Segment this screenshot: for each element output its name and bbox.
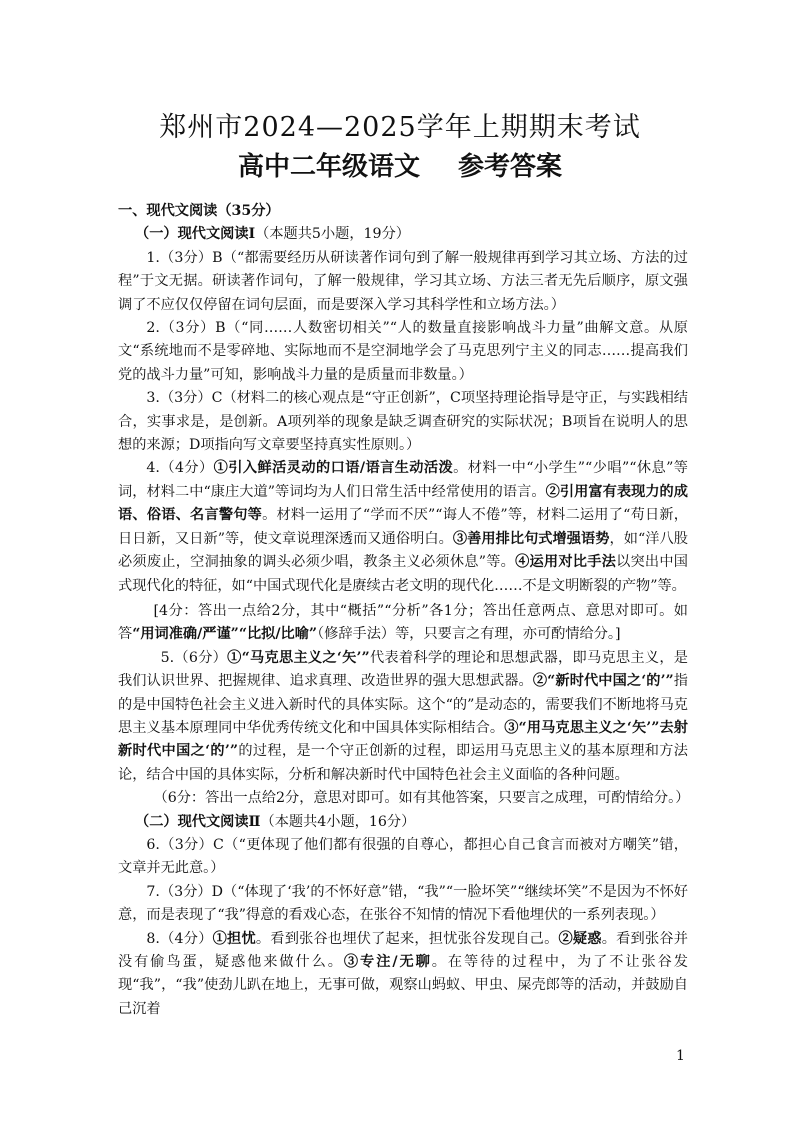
answer-q2: 2.（3分）B（“同……人数密切相关”“人的数量直接影响战斗力量”曲解文意。从原文“系统地而不是零碎地、实际地而不是空洞地学会了马克思列宁主义的同志……提高我们党的战斗力量”可知，影响战斗力量的是质量而非数量。） bbox=[118, 320, 688, 383]
answer-q5-scoring-note: （6分：答出一点给2分，意思对即可。如有其他答案，只要言之成理，可酌情给分。） bbox=[153, 790, 690, 807]
answer-q5: 5.（6分）①“马克思主义之‘矢’”代表着科学的理论和思想武器，即马克思主义，是我们认识世界、把握规律、追求真理、改造世界的强大思想武器。②“新时代中国之‘的’”指的是中国特色社会主义进入新时代的具体实际。这个“的”是动态的，需要我们不断地将马克思主义基本原理同中华优秀传统文化和中国具体实际相结合。③“用马克思主义之‘矢’”去射新时代中国之‘的’”的过程，是一个守正创新的过程，即运用马克思主义的基本原理和方法论，结合中国的具体实际，分析和解决新时代中国特色社会主义面临的各种问题。 bbox=[118, 649, 688, 783]
grade-subject: 高中二年级语文 bbox=[237, 152, 420, 182]
answer-q7: 7.（3分）D（“体现了‘我’的不怀好意”错，“我”“一脸坏笑”“继续坏笑”不是因为不怀好意，而是表现了“我”得意的看戏心态，在张谷不知情的情况下看他埋伏的一系列表现。） bbox=[118, 883, 688, 924]
answer-q6: 6.（3分）C（“更体现了他们都有很强的自尊心，都担心自己食言而被对方嘲笑”错，文章并无此意。） bbox=[118, 836, 688, 877]
subsection-heading-1: （一）现代文阅读Ⅰ（本题共5小题，19分） bbox=[135, 226, 410, 243]
answer-q3: 3.（3分）C（材料二的核心观点是“守正创新”，C项坚持理论指导是守正，与实践相结合，实事求是，是创新。A项列举的现象是缺乏调查研究的实际状况；B项旨在说明人的思想的来源；D项指向写文章要坚持真实性原则。） bbox=[118, 390, 688, 454]
exam-subtitle bbox=[0, 146, 800, 183]
subsection-heading-2: （二）现代文阅读Ⅱ（本题共4小题，16分） bbox=[135, 813, 416, 830]
section-heading: 一、现代文阅读（35分） bbox=[118, 203, 280, 219]
page-number: 1 bbox=[676, 1048, 685, 1064]
reference-answer-label: 参考答案 bbox=[458, 152, 563, 182]
answer-q4-scoring-note: [4分：答出一点给2分，其中“概括”“分析”各1分；答出任意两点、意思对即可。如答“用词准确/严谨”“比拟/比喻”（修辞手法）等，只要言之有理，亦可酌情给分。] bbox=[118, 602, 688, 643]
answer-q4: 4.（4分）①引入鲜活灵动的口语/语言生动活泼。材料一中“小学生”“少唱”“休息”等词，材料二中“康庄大道”等词均为人们日常生活中经常使用的语言。②引用富有表现力的成语、俗语、名言警句等。材料一运用了“学而不厌”“诲人不倦”等，材料二运用了“苟日新，日日新，又日新”等，使文章说理深透而又通俗明白。③善用排比句式增强语势，如“洋八股必须废止，空洞抽象的调头必须少唱，教条主义必须休息”等。④运用对比手法以突出中国式现代化的特征，如“中国式现代化是赓续古老文明的现代化……不是文明断裂的产物”等。 bbox=[118, 460, 688, 594]
exam-title: 郑州市2024—2025学年上期期末考试 bbox=[159, 112, 641, 143]
answer-q1: 1.（3分）B（“都需要经历从研读著作词句到了解一般规律再到学习其立场、方法的过程”于文无据。研读著作词句，了解一般规律，学习其立场、方法三者无先后顺序，原文强调了不应仅仅停留在词句层面，而是要深入学习其科学性和立场方法。） bbox=[118, 249, 688, 313]
answer-body bbox=[118, 200, 688, 1021]
answer-q8: 8.（4分）①担忧。看到张谷也埋伏了起来，担忧张谷发现自己。②疑惑。看到张谷并没有偷鸟蛋，疑惑他来做什么。③专注/无聊。在等待的过程中，为了不让张谷发现“我”，“我”使劲儿趴在地上，无事可做，观察山蚂蚁、甲虫、屎壳郎等的活动，并鼓励自己沉着 bbox=[118, 930, 688, 1017]
